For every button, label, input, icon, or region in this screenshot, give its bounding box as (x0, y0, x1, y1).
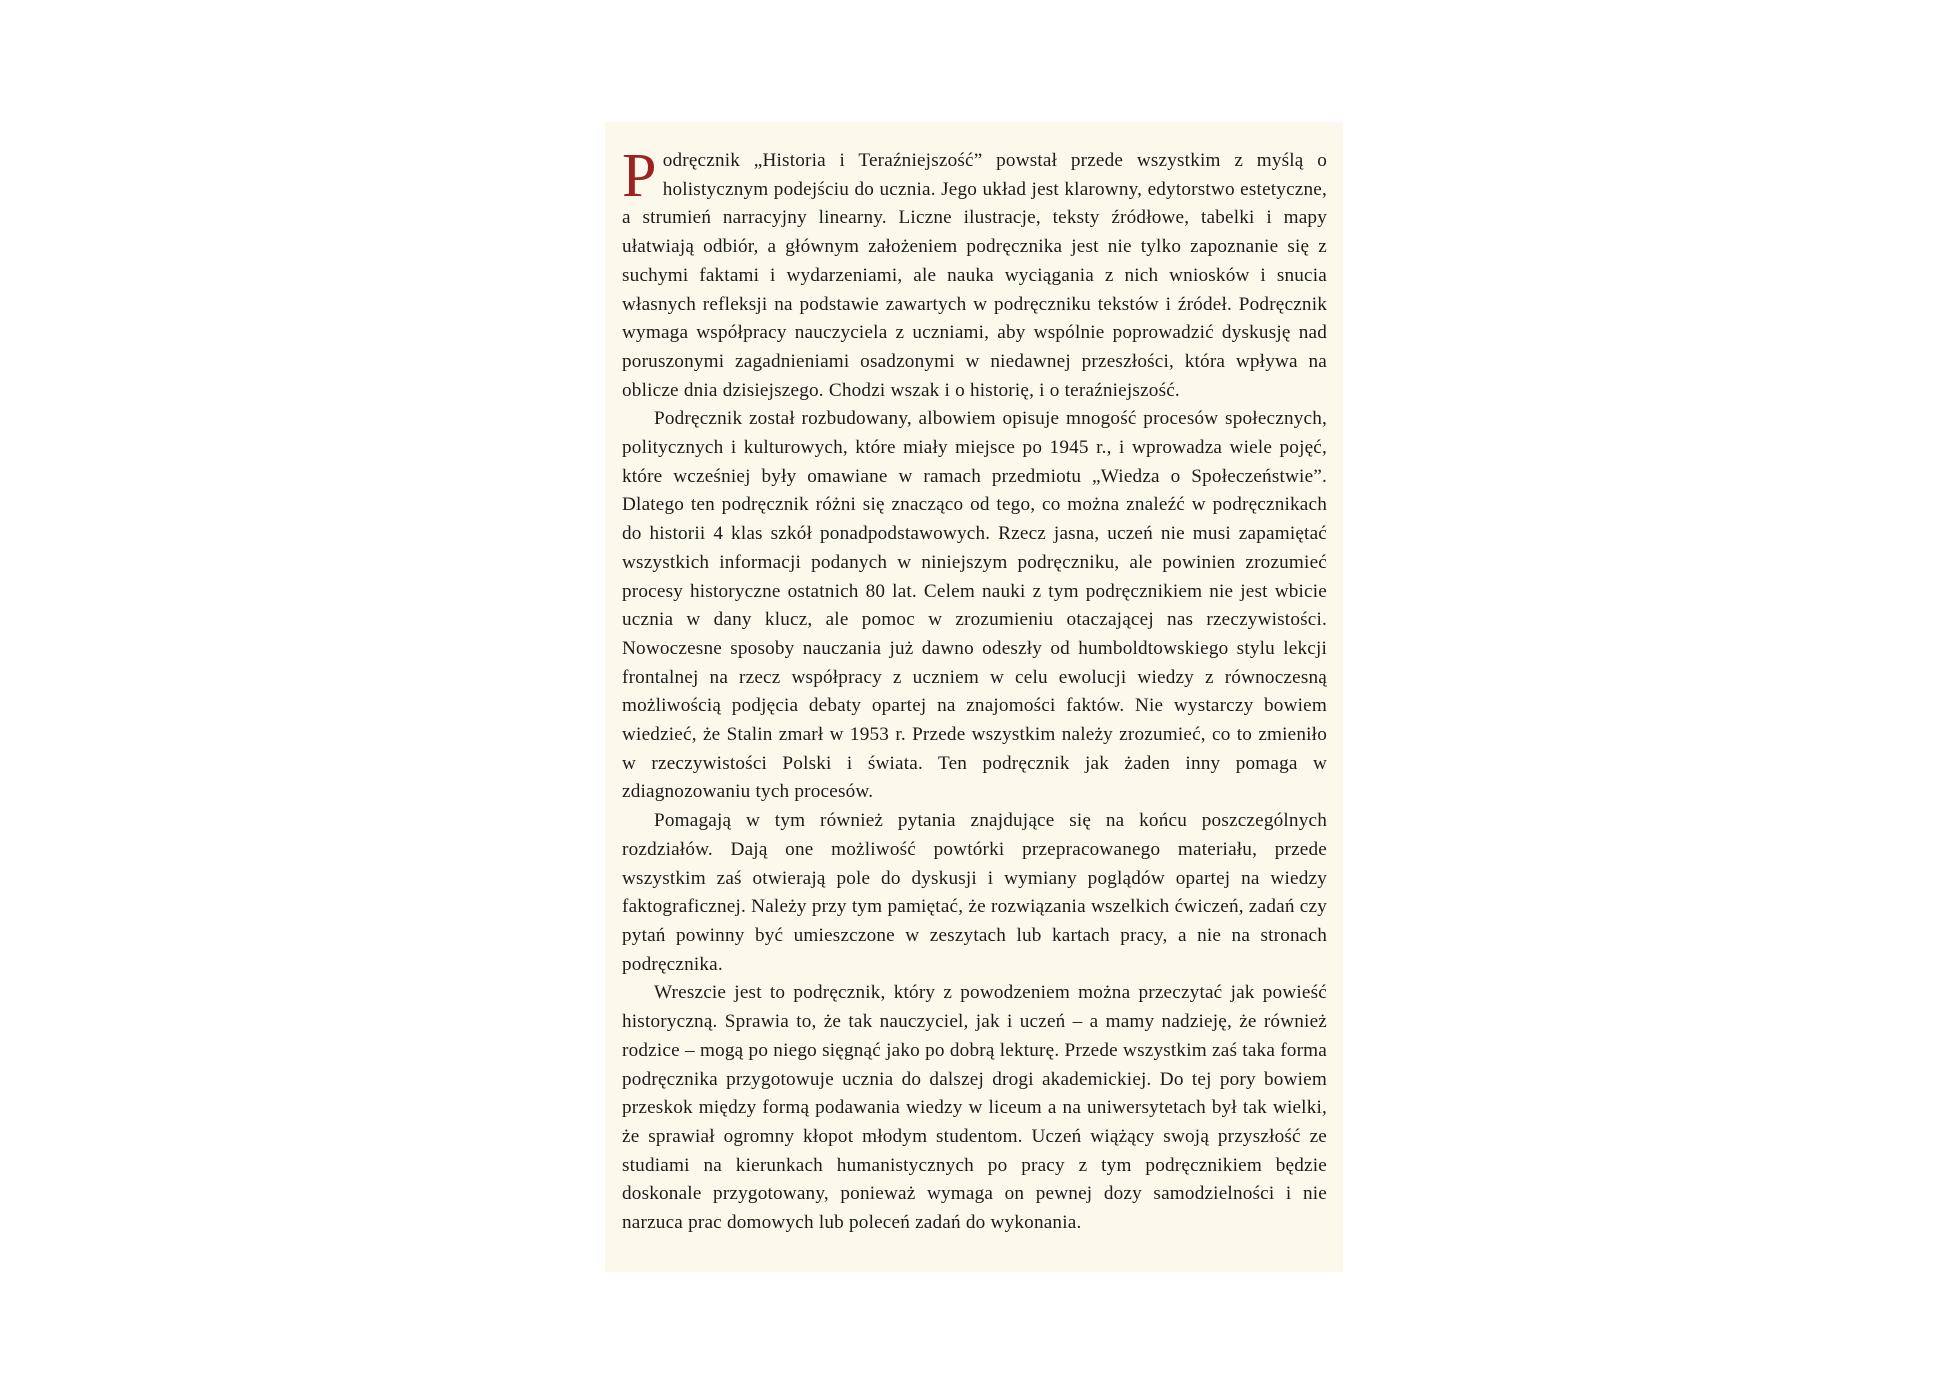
paragraph-4 (622, 979, 1327, 1237)
paragraph-4-text: Wreszcie jest to podręcznik, który z powodzeniem można przeczytać jak powieść historyczną. Sprawia to, że tak nauczyciel, jak i uczeń – a mamy nadzieję, że również rodzice – mogą po niego sięgnąć jako po dobrą lekturę. Przede wszystkim zaś taka forma podręcznika przygotowuje ucznia do dalszej drogi akademickiej. Do tej pory bowiem przeskok między formą podawania wiedzy w liceum a na uniwersytetach był tak wielki, że sprawiał ogromny kłopot młodym studentom. Uczeń wiążący swoją przyszłość ze studiami na kierunkach humanistycznych po pracy z tym podręcznikiem będzie doskonale przygotowany, ponieważ wymaga on pewnej dozy samodzielności i nie narzuca prac domowych lub poleceń zadań do wykonania. (622, 982, 1327, 1234)
paragraph-3-text: Pomagają w tym również pytania znajdujące się na końcu poszczególnych rozdziałów. Dają one możliwość powtórki przepracowanego materiału, przede wszystkim zaś otwierają pole do dyskusji i wymiany poglądów opartej na wiedzy faktograficznej. Należy przy tym pamiętać, że rozwiązania wszelkich ćwiczeń, zadań czy pytań powinny być umieszczone w zeszytach lub kartach pracy, a nie na stronach podręcznika. (622, 810, 1327, 975)
drop-cap-letter: P (622, 142, 657, 210)
paragraph-1-text: odręcznik „Historia i Teraźniejszość” powstał przede wszystkim z myślą o holistycznym podejściu do ucznia. Jego układ jest klarowny, edytorstwo estetyczne, a strumień narracyjny linearny. Liczne ilustracje, teksty źródłowe, tabelki i mapy ułatwiają odbiór, a głównym założeniem podręcznika jest nie tylko zapoznanie się z suchymi faktami i wydarzeniami, ale nauka wyciągania z nich wniosków i snucia własnych refleksji na podstawie zawartych w podręczniku tekstów i źródeł. Podręcznik wymaga współpracy nauczyciela z uczniami, aby wspólnie poprowadzić dyskusję nad poruszonymi zagadnieniami osadzonymi w niedawnej przeszłości, która wpływa na oblicze dnia dzisiejszego. Chodzi wszak i o historię, i o teraźniejszość. (622, 150, 1327, 401)
paragraph-1 (622, 142, 1327, 405)
paragraph-2 (622, 405, 1327, 807)
book-page (605, 122, 1343, 1272)
paragraph-3 (622, 807, 1327, 979)
page-text-block (622, 142, 1327, 1238)
paragraph-2-text: Podręcznik został rozbudowany, albowiem opisuje mnogość procesów społecznych, politycznych i kulturowych, które miały miejsce po 1945 r., i wprowadza wiele pojęć, które wcześniej były omawiane w ramach przedmiotu „Wiedza o Społeczeństwie”. Dlatego ten podręcznik różni się znacząco od tego, co można znaleźć w podręcznikach do historii 4 klas szkół ponadpodstawowych. Rzecz jasna, uczeń nie musi zapamiętać wszystkich informacji podanych w niniejszym podręczniku, ale powinien zrozumieć procesy historyczne ostatnich 80 lat. Celem nauki z tym podręcznikiem nie jest wbicie ucznia w dany klucz, ale pomoc w zrozumieniu otaczającej nas rzeczywistości. Nowoczesne sposoby nauczania już dawno odeszły od humboldtowskiego stylu lekcji frontalnej na rzecz współpracy z uczniem w celu ewolucji wiedzy z równoczesną możliwością podjęcia debaty opartej na znajomości faktów. Nie wystarczy bowiem wiedzieć, że Stalin zmarł w 1953 r. Przede wszystkim należy zrozumieć, co to zmieniło w rzeczywistości Polski i świata. Ten podręcznik jak żaden inny pomaga w zdiagnozowaniu tych procesów. (622, 408, 1327, 803)
